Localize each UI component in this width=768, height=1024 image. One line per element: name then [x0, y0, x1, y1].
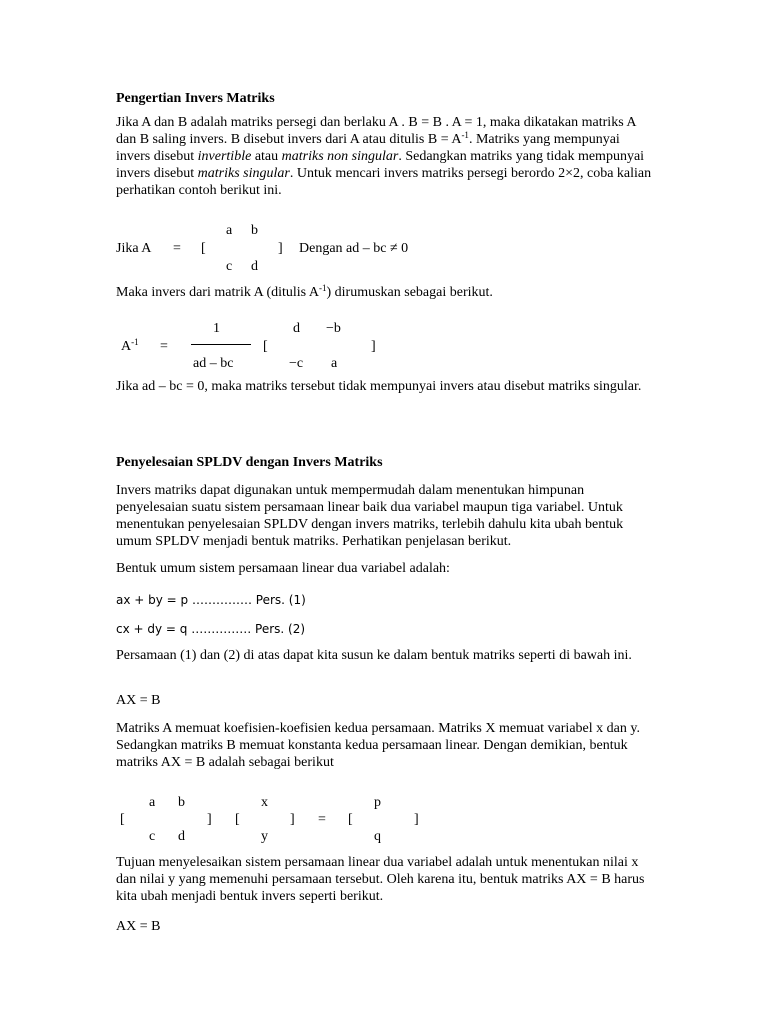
matrix-a-label: Jika A: [116, 241, 152, 256]
inverse-left-bracket: [: [263, 339, 268, 354]
coef-a: a: [149, 795, 156, 810]
matrix-a-lbracket: [: [120, 812, 125, 827]
inverse-entry-a: a: [331, 356, 338, 371]
matrix-a-equals: =: [173, 241, 181, 256]
matrix-a-entry-a: a: [226, 223, 233, 238]
inverse-entry-minus-b: −b: [326, 321, 341, 336]
fraction-bar: [191, 344, 251, 345]
coef-b: b: [178, 795, 185, 810]
inverse-entry-minus-c: −c: [289, 356, 304, 371]
matrix-x-lbracket: [: [235, 812, 240, 827]
section2-paragraph4: Matriks A memuat koefisien-koefisien kedua persamaan. Matriks X memuat variabel x dan y. Sedangkan matriks B memuat konstanta kedua persamaan linear. Dengan demikian, bentuk matriks AX = B adalah sebagai berikut: [116, 721, 640, 770]
matrix-a-entry-b: b: [251, 223, 258, 238]
inverse-symbol: $A^{-1}$: [121, 337, 139, 354]
section1-title: Pengertian Invers Matriks: [116, 91, 275, 106]
matrix-a-condition: Dengan ad – bc ≠ 0: [299, 241, 409, 256]
section2-paragraph1: Invers matriks dapat digunakan untuk mempermudah dalam menentukan himpunan penyelesaian suatu sistem persamaan linear baik dua variabel maupun tiga variabel. Untuk menentukan penyelesaian SPLDV dengan invers matriks, terlebih dahulu kita ubah bentuk umum SPLDV menjadi bentuk matriks. Perhatikan penjelasan berikut.: [116, 483, 624, 549]
section1-paragraph2: Maka invers dari matrik A (ditulis $A^{-1}$) dirumuskan sebagai berikut.: [116, 283, 493, 300]
matrix-b-lbracket: [: [348, 812, 353, 827]
inverse-denominator: ad – bc: [193, 356, 234, 371]
const-q: q: [374, 829, 381, 844]
ax-equals-b-2: AX = B: [116, 919, 161, 934]
section1-paragraph1: Jika A dan B adalah matriks persegi dan berlaku A . B = B . A = 1, maka dikatakan matriks A dan B saling invers. B disebut invers dari A atau ditulis $B = A^{-1}$. Matriks yang mempunyai invers disebut invertible atau matriks non singular. Sedangkan matriks yang tidak mempunyai invers disebut matriks singular. Untuk mencari invers matriks persegi berordo 2×2, coba kalian perhatikan contoh berikut ini.: [116, 115, 652, 198]
matrix-a-right-bracket: ]: [278, 241, 283, 256]
matrix-b-rbracket: ]: [414, 812, 419, 827]
section1-paragraph3: Jika ad – bc = 0, maka matriks tersebut tidak mempunyai invers atau disebut matriks singular.: [116, 379, 642, 394]
section2-paragraph3: Persamaan (1) dan (2) di atas dapat kita susun ke dalam bentuk matriks seperti di bawah ini.: [116, 648, 632, 663]
inverse-numerator: 1: [213, 321, 220, 336]
matrix-a-entry-c: c: [226, 259, 233, 274]
matrix-equals: =: [318, 812, 326, 827]
equation-2: cx + dy = q …………… Pers. (2): [116, 622, 306, 636]
inverse-equals: =: [160, 339, 168, 354]
section2-paragraph2: Bentuk umum sistem persamaan linear dua variabel adalah:: [116, 561, 450, 576]
inverse-entry-d: d: [293, 321, 300, 336]
var-y: y: [261, 829, 268, 844]
matrix-a-left-bracket: [: [201, 241, 206, 256]
const-p: p: [374, 795, 381, 810]
coef-c: c: [149, 829, 156, 844]
ax-equals-b-1: AX = B: [116, 693, 161, 708]
section2-title: Penyelesaian SPLDV dengan Invers Matriks: [116, 455, 383, 470]
matrix-a-rbracket: ]: [207, 812, 212, 827]
equation-1: ax + by = p …………… Pers. (1): [116, 593, 306, 607]
matrix-x-rbracket: ]: [290, 812, 295, 827]
var-x: x: [261, 795, 268, 810]
coef-d: d: [178, 829, 185, 844]
section2-paragraph5: Tujuan menyelesaikan sistem persamaan linear dua variabel adalah untuk menentukan nilai x dan nilai y yang memenuhi persamaan tersebut. Oleh karena itu, bentuk matriks AX = B harus kita ubah menjadi bentuk invers seperti berikut.: [116, 855, 645, 904]
matrix-a-entry-d: d: [251, 259, 258, 274]
inverse-right-bracket: ]: [371, 339, 376, 354]
